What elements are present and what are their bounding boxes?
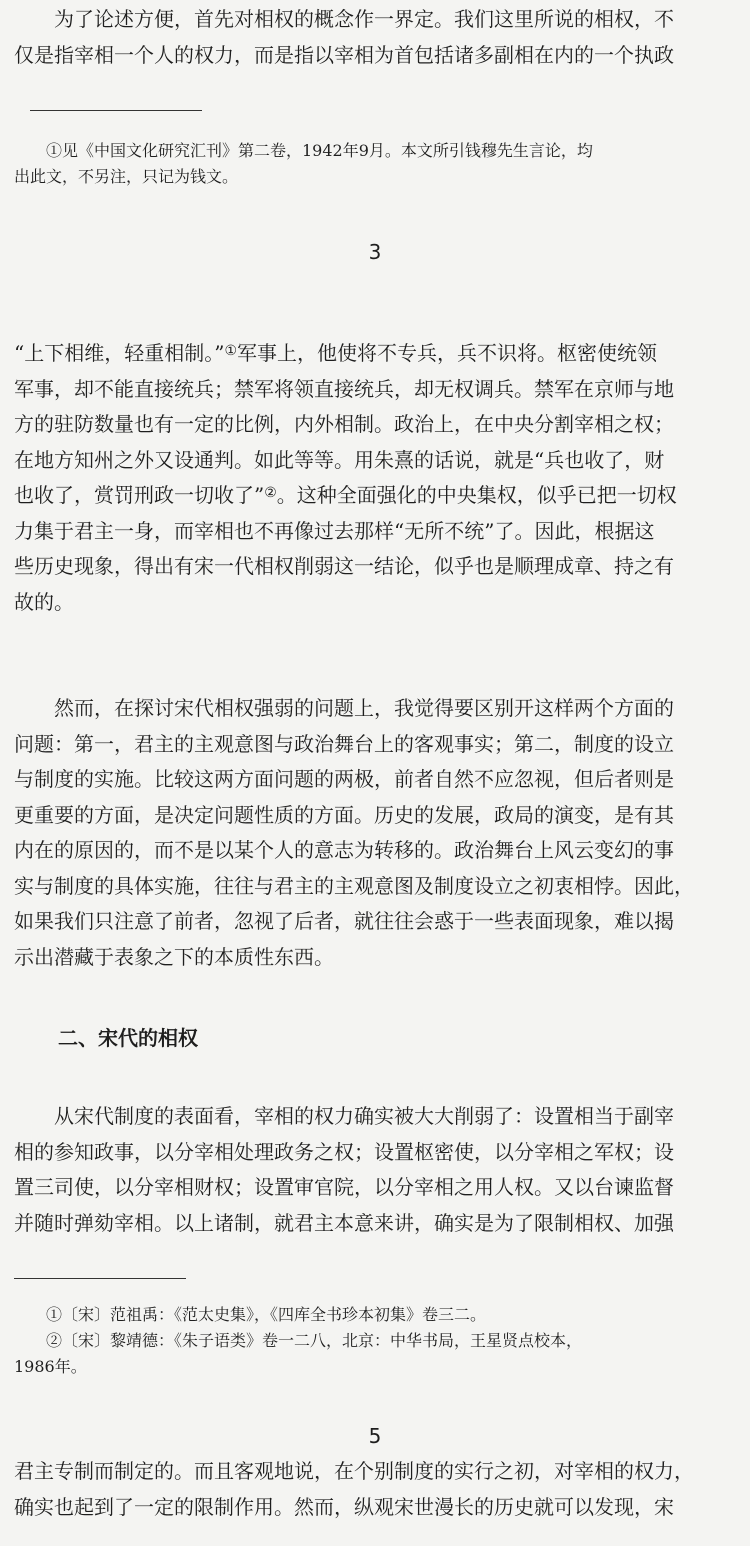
text-line: 问题：第一，君主的主观意图与政治舞台上的客观事实；第二，制度的设立 [14, 731, 674, 756]
text-line: 然而，在探讨宋代相权强弱的问题上，我觉得要区别开这样两个方面的 [14, 696, 674, 720]
footnote-line: 出此文，不另注，只记为钱文。 [14, 167, 239, 186]
text-line: 在地方知州之外又设通判。如此等等。用朱熹的话说，就是“兵也收了，财 [14, 447, 665, 472]
footnote-line: ①见《中国文化研究汇刊》第二卷，1942年9月。本文所引钱穆先生言论，均 [14, 141, 593, 160]
text-line: 更重要的方面，是决定问题性质的方面。历史的发展，政局的演变，是有其 [14, 802, 674, 827]
text-line: 示出潜藏于表象之下的本质性东西。 [14, 944, 334, 969]
text-segment: 也收了，赏罚刑政一切收了” [14, 483, 265, 507]
text-line: 君主专制而制定的。而且客观地说，在个别制度的实行之初，对宰相的权力， [14, 1459, 694, 1483]
text-line: 些历史现象，得出有宋一代相权削弱这一结论，似乎也是顺理成章、持之有 [14, 554, 674, 578]
footnote-divider [14, 1278, 186, 1279]
text-line: 置三司使，以分宰相财权；设置审官院，以分宰相之用人权。又以台谏监督 [14, 1175, 674, 1199]
footnotes-bottom [14, 1302, 730, 1380]
text-line: 军事，却不能直接统兵；禁军将领直接统兵，却无权调兵。禁军在京师与地 [14, 376, 674, 401]
section-heading: 二、宋代的相权 [58, 1026, 198, 1050]
text-line: 内在的原因的，而不是以某个人的意志为转移的。政治舞台上风云变幻的事 [14, 838, 674, 862]
page-number: 3 [368, 240, 382, 264]
paragraph-3 [14, 1099, 730, 1241]
text-line: 从宋代制度的表面看，宰相的权力确实被大大削弱了：设置相当于副宰 [14, 1104, 674, 1128]
paragraph-4 [14, 1454, 730, 1525]
page-number: 5 [368, 1424, 382, 1448]
footnote-divider [30, 110, 202, 111]
text-line: 与制度的实施。比较这两方面问题的两极，前者自然不应忽视，但后者则是 [14, 767, 674, 791]
text-line: 实与制度的具体实施，往往与君主的主观意图及制度设立之初衷相悖。因此， [14, 873, 694, 898]
footnote-line: 1986年。 [14, 1357, 87, 1376]
text-line: 如果我们只注意了前者，忽视了后者，就往往会惑于一些表面现象，难以揭 [14, 909, 674, 933]
text-line: 并随时弹劾宰相。以上诸制，就君主本意来讲，确实是为了限制相权、加强 [14, 1210, 674, 1235]
footnote-line: ①〔宋〕范祖禹：《范太史集》，《四库全书珍本初集》卷三二。 [14, 1305, 487, 1324]
text-line: 方的驻防数量也有一定的比例，内外相制。政治上，在中央分割宰相之权； [14, 412, 674, 436]
paragraph-1 [14, 336, 730, 620]
footnote-top [14, 138, 730, 190]
footnote-mark: ① [224, 343, 238, 359]
text-line: 确实也起到了一定的限制作用。然而，纵观宋世漫长的历史就可以发现，宋 [14, 1494, 674, 1519]
text-line: 仅是指宰相一个人的权力，而是指以宰相为首包括诸多副相在内的一个执政 [14, 42, 674, 67]
text-segment: “上下相维，轻重相制。” [14, 341, 225, 365]
top-paragraph [14, 2, 730, 73]
footnote-mark: ② [264, 485, 277, 501]
text-segment: 军事上，他使将不专兵，兵不识将。枢密使统领 [237, 341, 658, 365]
text-line: 力集于君主一身，而宰相也不再像过去那样“无所不统”了。因此，根据这 [14, 518, 655, 543]
text-line: 为了论述方便，首先对相权的概念作一界定。我们这里所说的相权，不 [14, 7, 674, 31]
text-line: 相的参知政事，以分宰相处理政务之权；设置枢密使，以分宰相之军权；设 [14, 1139, 674, 1164]
footnote-line: ②〔宋〕黎靖德：《朱子语类》卷一二八，北京：中华书局，王星贤点校本， [14, 1331, 583, 1350]
text-segment: 。这种全面强化的中央集权，似乎已把一切权 [276, 483, 677, 507]
text-line: 故的。 [14, 589, 74, 614]
paragraph-2 [14, 691, 730, 975]
